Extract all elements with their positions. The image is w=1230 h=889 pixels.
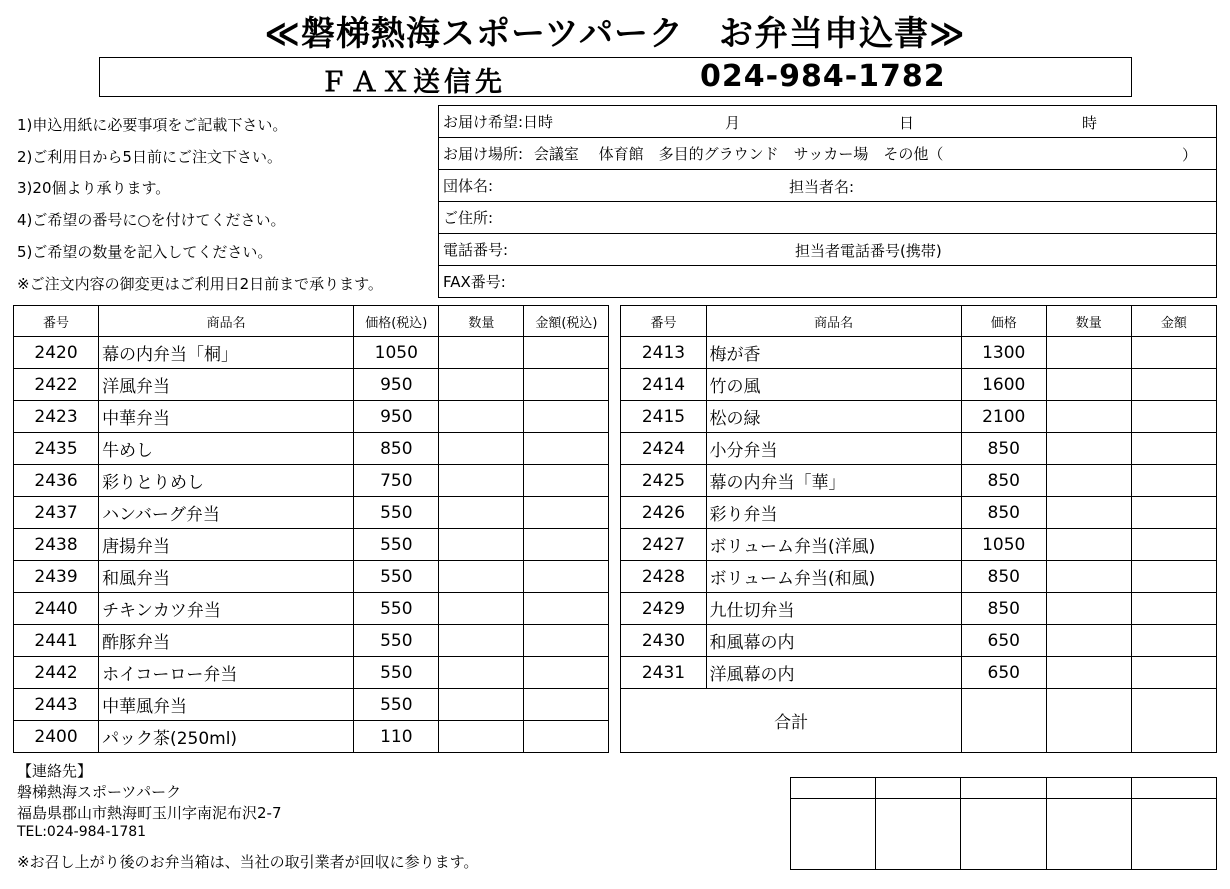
item-price: 110 xyxy=(354,721,439,753)
item-number[interactable]: 2426 xyxy=(621,497,706,529)
blank-cell[interactable] xyxy=(961,799,1046,870)
address-label: ご住所: xyxy=(443,209,494,227)
table-gap xyxy=(609,625,621,657)
table-row xyxy=(14,689,1217,721)
item-name: 彩り弁当 xyxy=(706,497,961,529)
item-number[interactable]: 2437 xyxy=(14,497,99,529)
blank-cell[interactable] xyxy=(1046,799,1131,870)
delivery-place-row[interactable] xyxy=(439,138,1217,170)
item-price: 650 xyxy=(961,625,1046,657)
table-gap xyxy=(609,337,621,369)
item-name: 洋風幕の内 xyxy=(706,657,961,689)
qty-cell[interactable] xyxy=(1046,369,1131,401)
item-name: 牛めし xyxy=(99,433,354,465)
group-label: 団体名: xyxy=(443,177,494,195)
right-header-amount: 金額 xyxy=(1131,306,1216,337)
item-number[interactable]: 2435 xyxy=(14,433,99,465)
qty-cell[interactable] xyxy=(439,465,524,497)
item-number[interactable]: 2425 xyxy=(621,465,706,497)
qty-cell[interactable] xyxy=(439,433,524,465)
amount-cell[interactable] xyxy=(1131,561,1216,593)
blank-cell[interactable] xyxy=(791,778,876,799)
month-label: 月 xyxy=(725,114,741,132)
item-name: 竹の風 xyxy=(706,369,961,401)
delivery-place-close: ） xyxy=(1182,146,1198,164)
item-number[interactable]: 2443 xyxy=(14,689,99,721)
contact-heading: 【連絡先】 xyxy=(17,762,93,780)
qty-cell[interactable] xyxy=(439,401,524,433)
address-row[interactable] xyxy=(439,202,1217,234)
item-price: 1600 xyxy=(961,369,1046,401)
contact-tel: TEL:024-984-1781 xyxy=(17,824,147,840)
item-number[interactable]: 2414 xyxy=(621,369,706,401)
day-label: 日 xyxy=(899,114,915,132)
item-number[interactable]: 2428 xyxy=(621,561,706,593)
item-number[interactable]: 2441 xyxy=(14,625,99,657)
table-row xyxy=(14,433,1217,465)
mobile-label: 担当者電話番号(携帯) xyxy=(795,242,942,260)
total-amount-cell[interactable] xyxy=(1131,689,1216,753)
item-number[interactable]: 2436 xyxy=(14,465,99,497)
blank-cell[interactable] xyxy=(791,799,876,870)
amount-cell[interactable] xyxy=(524,433,609,465)
total-price-cell[interactable] xyxy=(961,689,1046,753)
item-name: 彩りとりめし xyxy=(99,465,354,497)
item-price: 950 xyxy=(354,369,439,401)
item-price: 850 xyxy=(961,593,1046,625)
fax-label: ＦＡＸ送信先 xyxy=(320,67,506,98)
table-row xyxy=(14,401,1217,433)
item-number[interactable]: 2430 xyxy=(621,625,706,657)
table-gap xyxy=(609,529,621,561)
delivery-date-label: お届け希望:日時 xyxy=(443,113,554,131)
item-number[interactable]: 2422 xyxy=(14,369,99,401)
amount-cell[interactable] xyxy=(1131,465,1216,497)
fax-number: 024-984-1782 xyxy=(700,59,946,94)
fax-row[interactable] xyxy=(439,266,1217,298)
right-header-price: 価格 xyxy=(961,306,1046,337)
item-number[interactable]: 2431 xyxy=(621,657,706,689)
item-price: 1050 xyxy=(354,337,439,369)
item-price: 1050 xyxy=(961,529,1046,561)
qty-cell[interactable] xyxy=(439,593,524,625)
blank-cell[interactable] xyxy=(876,778,961,799)
table-gap xyxy=(609,561,621,593)
amount-cell[interactable] xyxy=(524,561,609,593)
item-number[interactable]: 2423 xyxy=(14,401,99,433)
table-gap xyxy=(609,401,621,433)
table-gap xyxy=(609,657,621,689)
amount-cell[interactable] xyxy=(524,593,609,625)
item-name: 洋風弁当 xyxy=(99,369,354,401)
item-price: 850 xyxy=(961,561,1046,593)
item-price: 750 xyxy=(354,465,439,497)
item-number[interactable]: 2400 xyxy=(14,721,99,753)
qty-cell[interactable] xyxy=(1046,497,1131,529)
qty-cell[interactable] xyxy=(1046,433,1131,465)
qty-cell[interactable] xyxy=(439,657,524,689)
left-header-no: 番号 xyxy=(14,306,99,337)
table-gap xyxy=(609,465,621,497)
instruction-3: 3)20個より承ります。 xyxy=(17,179,171,197)
instruction-1: 1)申込用紙に必要事項をご記載下さい。 xyxy=(17,116,288,134)
blank-cell[interactable] xyxy=(1131,799,1216,870)
qty-cell[interactable] xyxy=(439,369,524,401)
amount-cell[interactable] xyxy=(1131,337,1216,369)
item-name: 中華弁当 xyxy=(99,401,354,433)
menu-header-row xyxy=(14,306,1217,337)
amount-cell[interactable] xyxy=(524,369,609,401)
amount-cell[interactable] xyxy=(1131,369,1216,401)
item-name: 九仕切弁当 xyxy=(706,593,961,625)
qty-cell[interactable] xyxy=(439,529,524,561)
item-name: 梅が香 xyxy=(706,337,961,369)
delivery-place-label: お届け場所: xyxy=(443,145,524,163)
qty-cell[interactable] xyxy=(1046,657,1131,689)
item-price: 950 xyxy=(354,401,439,433)
qty-cell[interactable] xyxy=(439,561,524,593)
table-row xyxy=(14,497,1217,529)
table-row xyxy=(14,625,1217,657)
blank-cell[interactable] xyxy=(876,799,961,870)
item-name: ボリューム弁当(和風) xyxy=(706,561,961,593)
phone-label: 電話番号: xyxy=(443,241,509,259)
table-gap xyxy=(609,306,621,337)
amount-cell[interactable] xyxy=(1131,497,1216,529)
left-header-amount: 金額(税込) xyxy=(524,306,609,337)
left-header-price: 価格(税込) xyxy=(354,306,439,337)
hour-label: 時 xyxy=(1082,114,1098,132)
item-name: 和風幕の内 xyxy=(706,625,961,657)
amount-cell[interactable] xyxy=(1131,529,1216,561)
item-price: 550 xyxy=(354,657,439,689)
item-number[interactable]: 2429 xyxy=(621,593,706,625)
contact-note: ※お召し上がり後のお弁当箱は、当社の取引業者が回収に参ります。 xyxy=(17,853,479,871)
left-header-name: 商品名 xyxy=(99,306,354,337)
blank-grid xyxy=(790,777,1217,870)
amount-cell[interactable] xyxy=(524,721,609,753)
table-row xyxy=(14,561,1217,593)
amount-cell[interactable] xyxy=(524,465,609,497)
instruction-note: ※ご注文内容の御変更はご利用日2日前まで承ります。 xyxy=(17,275,383,293)
item-number[interactable]: 2440 xyxy=(14,593,99,625)
blank-cell[interactable] xyxy=(961,778,1046,799)
item-price: 550 xyxy=(354,689,439,721)
qty-cell[interactable] xyxy=(1046,337,1131,369)
delivery-place-options: 会議室 体育館 多目的グラウンド サッカー場 その他（ xyxy=(533,145,944,163)
amount-cell[interactable] xyxy=(524,657,609,689)
item-name: ボリューム弁当(洋風) xyxy=(706,529,961,561)
item-number[interactable]: 2438 xyxy=(14,529,99,561)
order-info-table xyxy=(438,105,1217,298)
item-number[interactable]: 2413 xyxy=(621,337,706,369)
qty-cell[interactable] xyxy=(439,689,524,721)
qty-cell[interactable] xyxy=(439,625,524,657)
qty-cell[interactable] xyxy=(1046,593,1131,625)
amount-cell[interactable] xyxy=(524,529,609,561)
item-number[interactable]: 2439 xyxy=(14,561,99,593)
item-price: 550 xyxy=(354,529,439,561)
table-row xyxy=(14,337,1217,369)
item-number[interactable]: 2420 xyxy=(14,337,99,369)
item-price: 550 xyxy=(354,497,439,529)
qty-cell[interactable] xyxy=(1046,529,1131,561)
right-header-qty: 数量 xyxy=(1046,306,1131,337)
item-price: 650 xyxy=(961,657,1046,689)
right-header-no: 番号 xyxy=(621,306,706,337)
table-row xyxy=(14,369,1217,401)
amount-cell[interactable] xyxy=(524,497,609,529)
amount-cell[interactable] xyxy=(524,337,609,369)
item-price: 550 xyxy=(354,561,439,593)
qty-cell[interactable] xyxy=(1046,465,1131,497)
item-price: 850 xyxy=(354,433,439,465)
fax-info-label: FAX番号: xyxy=(443,273,506,291)
item-name: 中華風弁当 xyxy=(99,689,354,721)
table-row xyxy=(14,657,1217,689)
table-row xyxy=(14,593,1217,625)
fax-destination-box xyxy=(99,57,1132,97)
item-name: 酢豚弁当 xyxy=(99,625,354,657)
table-gap xyxy=(609,497,621,529)
total-label: 合計 xyxy=(621,689,961,753)
item-price: 850 xyxy=(961,465,1046,497)
amount-cell[interactable] xyxy=(524,625,609,657)
amount-cell[interactable] xyxy=(524,401,609,433)
item-name: パック茶(250ml) xyxy=(99,721,354,753)
item-name: ホイコーロー弁当 xyxy=(99,657,354,689)
amount-cell[interactable] xyxy=(1131,433,1216,465)
item-name: 和風弁当 xyxy=(99,561,354,593)
item-price: 850 xyxy=(961,497,1046,529)
item-name: ハンバーグ弁当 xyxy=(99,497,354,529)
phone-row[interactable] xyxy=(439,234,1217,266)
table-row xyxy=(14,529,1217,561)
total-qty-cell[interactable] xyxy=(1046,689,1131,753)
menu-table xyxy=(13,305,1217,753)
amount-cell[interactable] xyxy=(1131,401,1216,433)
item-number[interactable]: 2415 xyxy=(621,401,706,433)
item-name: 松の緑 xyxy=(706,401,961,433)
amount-cell[interactable] xyxy=(524,689,609,721)
item-price: 550 xyxy=(354,593,439,625)
item-price: 550 xyxy=(354,625,439,657)
amount-cell[interactable] xyxy=(1131,593,1216,625)
contact-address: 福島県郡山市熱海町玉川字南泥布沢2-7 xyxy=(17,804,282,822)
item-name: 幕の内弁当「華」 xyxy=(706,465,961,497)
table-gap xyxy=(609,689,621,721)
instruction-5: 5)ご希望の数量を記入してください。 xyxy=(17,243,273,261)
instruction-4: 4)ご希望の番号に○を付けてください。 xyxy=(17,211,286,229)
left-header-qty: 数量 xyxy=(439,306,524,337)
qty-cell[interactable] xyxy=(1046,401,1131,433)
delivery-date-row[interactable] xyxy=(439,106,1217,138)
item-price: 850 xyxy=(961,433,1046,465)
person-label: 担当者名: xyxy=(789,178,855,196)
item-name: チキンカツ弁当 xyxy=(99,593,354,625)
qty-cell[interactable] xyxy=(1046,625,1131,657)
item-name: 小分弁当 xyxy=(706,433,961,465)
item-name: 幕の内弁当「桐」 xyxy=(99,337,354,369)
item-name: 唐揚弁当 xyxy=(99,529,354,561)
blank-cell[interactable] xyxy=(1046,778,1131,799)
amount-cell[interactable] xyxy=(1131,625,1216,657)
item-price: 2100 xyxy=(961,401,1046,433)
group-row[interactable] xyxy=(439,170,1217,202)
contact-name: 磐梯熱海スポーツパーク xyxy=(17,783,182,801)
item-number[interactable]: 2424 xyxy=(621,433,706,465)
qty-cell[interactable] xyxy=(439,497,524,529)
item-price: 1300 xyxy=(961,337,1046,369)
item-number[interactable]: 2442 xyxy=(14,657,99,689)
qty-cell[interactable] xyxy=(439,721,524,753)
right-header-name: 商品名 xyxy=(706,306,961,337)
item-number[interactable]: 2427 xyxy=(621,529,706,561)
table-gap xyxy=(609,369,621,401)
table-gap xyxy=(609,721,621,753)
table-row xyxy=(14,465,1217,497)
table-gap xyxy=(609,593,621,625)
instruction-2: 2)ご利用日から5日前にご注文下さい。 xyxy=(17,148,282,166)
qty-cell[interactable] xyxy=(1046,561,1131,593)
qty-cell[interactable] xyxy=(439,337,524,369)
blank-cell[interactable] xyxy=(1131,778,1216,799)
amount-cell[interactable] xyxy=(1131,657,1216,689)
page-title: ≪磐梯熱海スポーツパーク お弁当申込書≫ xyxy=(264,14,966,54)
table-gap xyxy=(609,433,621,465)
